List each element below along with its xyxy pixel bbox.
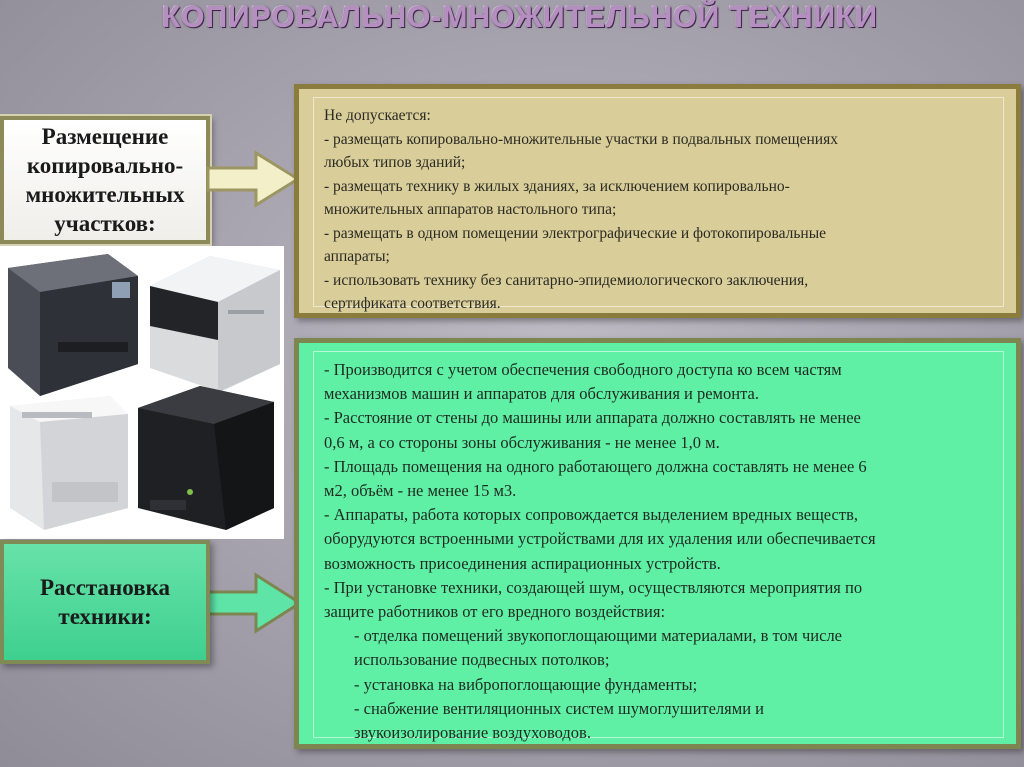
text-line: - размещать в одном помещении электрографические и фотокопировальные [324, 224, 827, 242]
text-line: м2, объём - не менее 15 м3. [324, 481, 517, 501]
panel-arrangement-text [313, 351, 1004, 743]
text-line: - размещать технику в жилых зданиях, за исключением копировально- [324, 177, 790, 195]
text-line: возможность присоединения аспирационных устройств. [324, 553, 721, 573]
label-placement [0, 116, 210, 244]
label-placement-text: Размещение копировально-множительных участков: [25, 124, 185, 236]
text-line: - Площадь помещения на одного работающего должна составлять не менее 6 [324, 456, 867, 476]
text-line: - Производится с учетом обеспечения свободного доступа ко всем частям [324, 360, 842, 379]
text-line: Не допускается: [324, 107, 431, 124]
text-line: механизмов машин и аппаратов для обслуживания и ремонта. [324, 384, 759, 404]
text-line: - Расстояние от стены до машины или аппарата должно составлять не менее [324, 408, 861, 428]
text-line: звукоизолирование воздуховодов. [354, 723, 591, 743]
text-line: защите работников от его вредного воздействия: [324, 602, 666, 622]
text-line: - установка на вибропоглощающие фундаменты; [354, 674, 698, 694]
printer-icon [150, 256, 280, 392]
slide-title: КОПИРОВАЛЬНО-МНОЖИТЕЛЬНОЙ ТЕХНИКИ [161, 1, 879, 34]
text-line: аппараты; [324, 248, 390, 265]
panel-restrictions-text [313, 97, 1004, 312]
label-arrangement [0, 540, 210, 664]
label-arrangement-text: Расстановка техники: [39, 575, 171, 629]
text-line: сертификата соответствия. [324, 295, 501, 312]
text-line: любых типов зданий; [324, 154, 466, 171]
printer-icon [10, 396, 128, 530]
arrow-right-icon [206, 150, 300, 208]
printer-icon [138, 386, 274, 530]
text-line: - размещать копировально-множительные участки в подвальных помещениях [324, 130, 838, 148]
printer-icon [0, 246, 284, 539]
printer-icon [8, 254, 138, 396]
text-line: - использовать технику без санитарно-эпидемиологического заключения, [324, 271, 809, 289]
text-line: - снабжение вентиляционных систем шумоглушителями и [354, 698, 764, 718]
panel-arrangement [294, 338, 1021, 749]
panel-restrictions [294, 84, 1021, 318]
text-line: использование подвесных потолков; [354, 650, 610, 670]
printer-photos [0, 246, 284, 539]
text-line: множительных аппаратов настольного типа; [324, 201, 617, 218]
text-line: 0,6 м, а со стороны зоны обслуживания - не менее 1,0 м. [324, 432, 720, 452]
text-line: - При установке техники, создающей шум, осуществляются мероприятия по [324, 577, 863, 597]
arrow-right-icon [206, 572, 302, 634]
text-line: оборудуются встроенными устройствами для их удаления или обеспечивается [324, 529, 876, 549]
text-line: - Аппараты, работа которых сопровождается выделением вредных веществ, [324, 505, 858, 525]
text-line: - отделка помещений звукопоглощающими материалами, в том числе [354, 626, 842, 646]
